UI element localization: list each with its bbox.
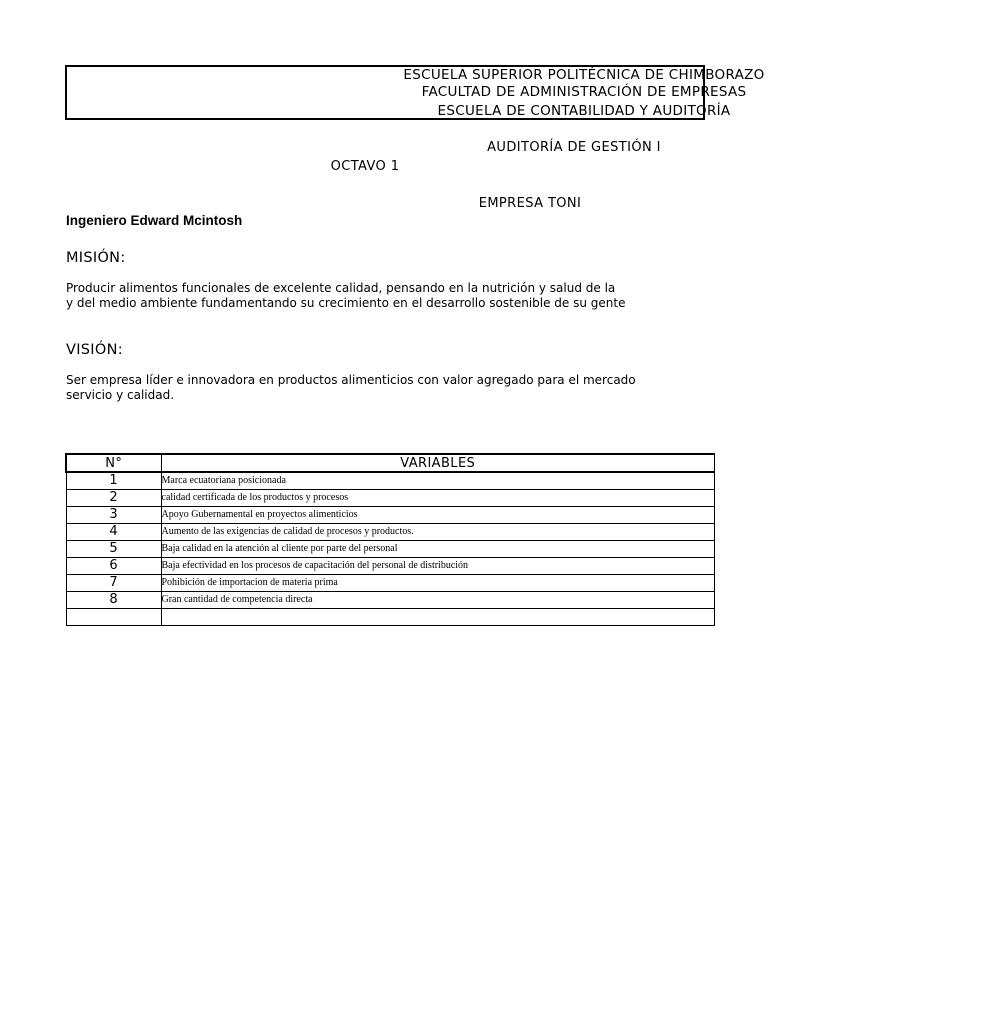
company-name: EMPRESA TONI [478, 196, 582, 211]
table-row [66, 506, 715, 523]
table-header-row [66, 454, 715, 472]
table-row [66, 523, 715, 540]
header-variables: VARIABLES [161, 454, 715, 472]
row-number: 8 [66, 591, 161, 608]
row-number: 2 [66, 489, 161, 506]
table-row [66, 489, 715, 506]
header-line-2: FACULTAD DE ADMINISTRACIÓN DE EMPRESAS [421, 84, 747, 100]
table-row [66, 472, 715, 489]
table-row [66, 574, 715, 591]
header-line-1: ESCUELA SUPERIOR POLITÉCNICA DE CHIMBORAZO [403, 67, 765, 83]
engineer-name: Ingeniero Edward Mcintosh [66, 213, 243, 228]
row-variable: Apoyo Gubernamental en proyectos alimenticios [161, 506, 715, 523]
row-variable: Pohibición de importacion de materia prima [161, 574, 715, 591]
row-number: 7 [66, 574, 161, 591]
variables-table [65, 453, 715, 626]
header-line-3: ESCUELA DE CONTABILIDAD Y AUDITORÍA [437, 103, 731, 119]
row-number [66, 608, 161, 625]
row-variable [161, 608, 715, 625]
header-number: N° [66, 454, 161, 472]
row-number: 4 [66, 523, 161, 540]
row-number: 5 [66, 540, 161, 557]
row-variable: Baja efectividad en los procesos de capacitación del personal de distribución [161, 557, 715, 574]
mision-text-line-1: Producir alimentos funcionales de excelente calidad, pensando en la nutrición y salud de la [66, 281, 616, 295]
row-variable: calidad certificada de los productos y procesos [161, 489, 715, 506]
row-variable: Aumento de las exigencias de calidad de procesos y productos. [161, 523, 715, 540]
vision-title: VISIÓN: [66, 342, 123, 358]
table-row [66, 540, 715, 557]
row-variable: Marca ecuatoriana posicionada [161, 472, 715, 489]
table-row [66, 608, 715, 625]
vision-text-line-1: Ser empresa líder e innovadora en productos alimenticios con valor agregado para el mercado [66, 373, 636, 387]
row-number: 1 [66, 472, 161, 489]
table-row [66, 591, 715, 608]
mision-title: MISIÓN: [66, 250, 126, 266]
row-number: 6 [66, 557, 161, 574]
course-title: AUDITORÍA DE GESTIÓN I [487, 140, 661, 155]
course-level: OCTAVO 1 [330, 159, 400, 174]
vision-text-line-2: servicio y calidad. [66, 388, 175, 402]
row-variable: Gran cantidad de competencia directa [161, 591, 715, 608]
row-variable: Baja calidad en la atención al cliente por parte del personal [161, 540, 715, 557]
row-number: 3 [66, 506, 161, 523]
mision-text-line-2: y del medio ambiente fundamentando su crecimiento en el desarrollo sostenible de su gente [66, 296, 626, 310]
table-row [66, 557, 715, 574]
